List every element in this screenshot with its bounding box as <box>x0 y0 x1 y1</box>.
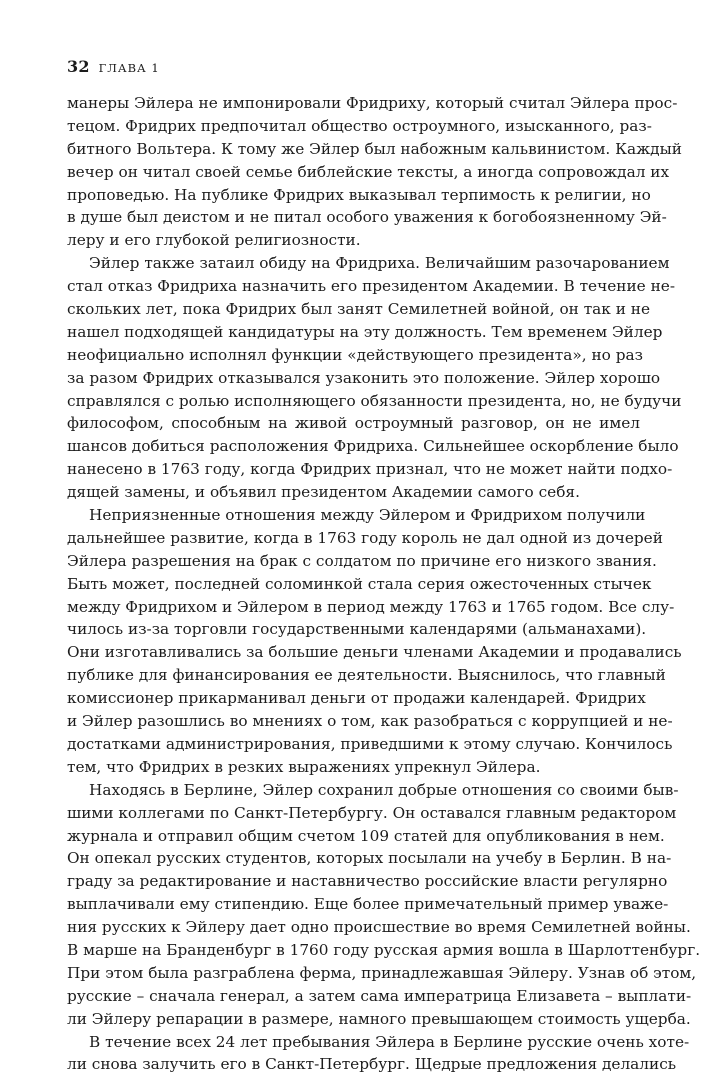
text-line: Они изготавливались за большие деньги членами Академии и продавались <box>67 643 682 662</box>
text-line: неофициально исполнял функции «действующего президента», но раз <box>67 345 644 364</box>
text-line: стал отказ Фридриха назначить его президентом Академии. В течение не- <box>67 277 675 296</box>
text-line: ния русских к Эйлеру дает одно происшествие во время Семилетней войны. <box>67 918 691 937</box>
text-line: Эйлер также затаил обиду на Фридриха. Величайшим разочарованием <box>89 254 670 273</box>
text-line: выплачивали ему стипендию. Еще более примечательный пример уваже- <box>67 895 669 914</box>
text-line: При этом была разграблена ферма, принадлежавшая Эйлеру. Узнав об этом, <box>67 963 697 982</box>
text-line: битного Вольтера. К тому же Эйлер был набожным кальвинистом. Каждый <box>67 139 682 158</box>
text-line: манеры Эйлера не импонировали Фридриху, который считал Эйлера прос- <box>67 94 678 112</box>
text-line: В течение всех 24 лет пребывания Эйлера в Берлине русские очень хоте- <box>89 1032 690 1051</box>
text-line: комиссионер прикарманивал деньги от продажи календарей. Фридрих <box>67 689 646 708</box>
text-line: скольких лет, пока Фридрих был занят Семилетней войной, он так и не <box>67 300 651 319</box>
paragraph <box>67 779 701 1031</box>
text-line: нанесено в 1763 году, когда Фридрих признал, что не может найти подхо- <box>67 460 673 479</box>
text-line: шими коллегами по Санкт-Петербургу. Он оставался главным редактором <box>67 803 677 822</box>
text-line: публике для финансирования ее деятельности. Выяснилось, что главный <box>67 666 666 685</box>
paragraph <box>67 504 682 779</box>
body-text <box>67 92 701 1076</box>
paragraph <box>67 92 682 252</box>
text-line: Неприязненные отношения между Эйлером и Фридрихом получили <box>89 506 646 525</box>
text-line: леру и его глубокой религиозности. <box>67 231 361 250</box>
text-line: Эйлера разрешения на брак с солдатом по причине его низкого звания. <box>67 551 657 570</box>
running-head <box>67 57 160 77</box>
text-line: в душе был деистом и не питал особого уважения к богобоязненному Эй- <box>67 208 667 227</box>
text-line: нашел подходящей кандидатуры на эту должность. Тем временем Эйлер <box>67 322 663 341</box>
text-line: В марше на Бранденбург в 1760 году русская армия вошла в Шарлоттенбург. <box>67 940 701 959</box>
text-line: чилось из-за торговли государственными календарями (альманахами). <box>67 620 647 639</box>
text-line: философом, способным на живой остроумный разговор, он не имел <box>67 414 640 433</box>
text-line: русские – сначала генерал, а затем сама императрица Елизавета – выплати- <box>67 986 692 1005</box>
text-line: проповедью. На публике Фридрих выказывал терпимость к религии, но <box>67 185 651 204</box>
paragraph <box>67 1031 690 1076</box>
text-line: Он опекал русских студентов, которых посылали на учебу в Берлин. В на- <box>67 849 672 868</box>
chapter-label: ГЛАВА 1 <box>98 61 160 75</box>
text-line: ли снова залучить его в Санкт-Петербург. Щедрые предложения делались <box>67 1055 677 1074</box>
text-line: между Фридрихом и Эйлером в период между 1763 и 1765 годом. Все слу- <box>67 597 675 616</box>
text-line: вечер он читал своей семье библейские тексты, а иногда сопровождал их <box>67 162 670 181</box>
page-number: 32 <box>67 57 90 76</box>
text-line: Быть может, последней соломинкой стала серия ожесточенных стычек <box>67 574 652 593</box>
text-line: шансов добиться расположения Фридриха. Сильнейшее оскорбление было <box>67 437 679 456</box>
text-line: ли Эйлеру репарации в размере, намного превышающем стоимость ущерба. <box>67 1009 691 1028</box>
text-line: дящей замены, и объявил президентом Академии самого себя. <box>67 483 580 502</box>
text-line: граду за редактирование и наставничество российские власти регулярно <box>67 872 668 891</box>
text-line: тем, что Фридрих в резких выражениях упрекнул Эйлера. <box>67 757 541 776</box>
text-line: журнала и отправил общим счетом 109 статей для опубликования в нем. <box>67 826 665 845</box>
text-line: за разом Фридрих отказывался узаконить это положение. Эйлер хорошо <box>67 368 661 387</box>
text-line: справлялся с ролью исполняющего обязанности президента, но, не будучи <box>67 391 682 410</box>
text-line: и Эйлер разошлись во мнениях о том, как разобраться с коррупцией и не- <box>67 712 673 731</box>
text-line: Находясь в Берлине, Эйлер сохранил добрые отношения со своими быв- <box>89 780 679 799</box>
paragraph <box>67 252 682 504</box>
text-line: достатками администрирования, приведшими к этому случаю. Кончилось <box>67 734 673 753</box>
text-line: тецом. Фридрих предпочитал общество остроумного, изысканного, раз- <box>67 116 652 135</box>
text-line: дальнейшее развитие, когда в 1763 году король не дал одной из дочерей <box>67 528 663 547</box>
